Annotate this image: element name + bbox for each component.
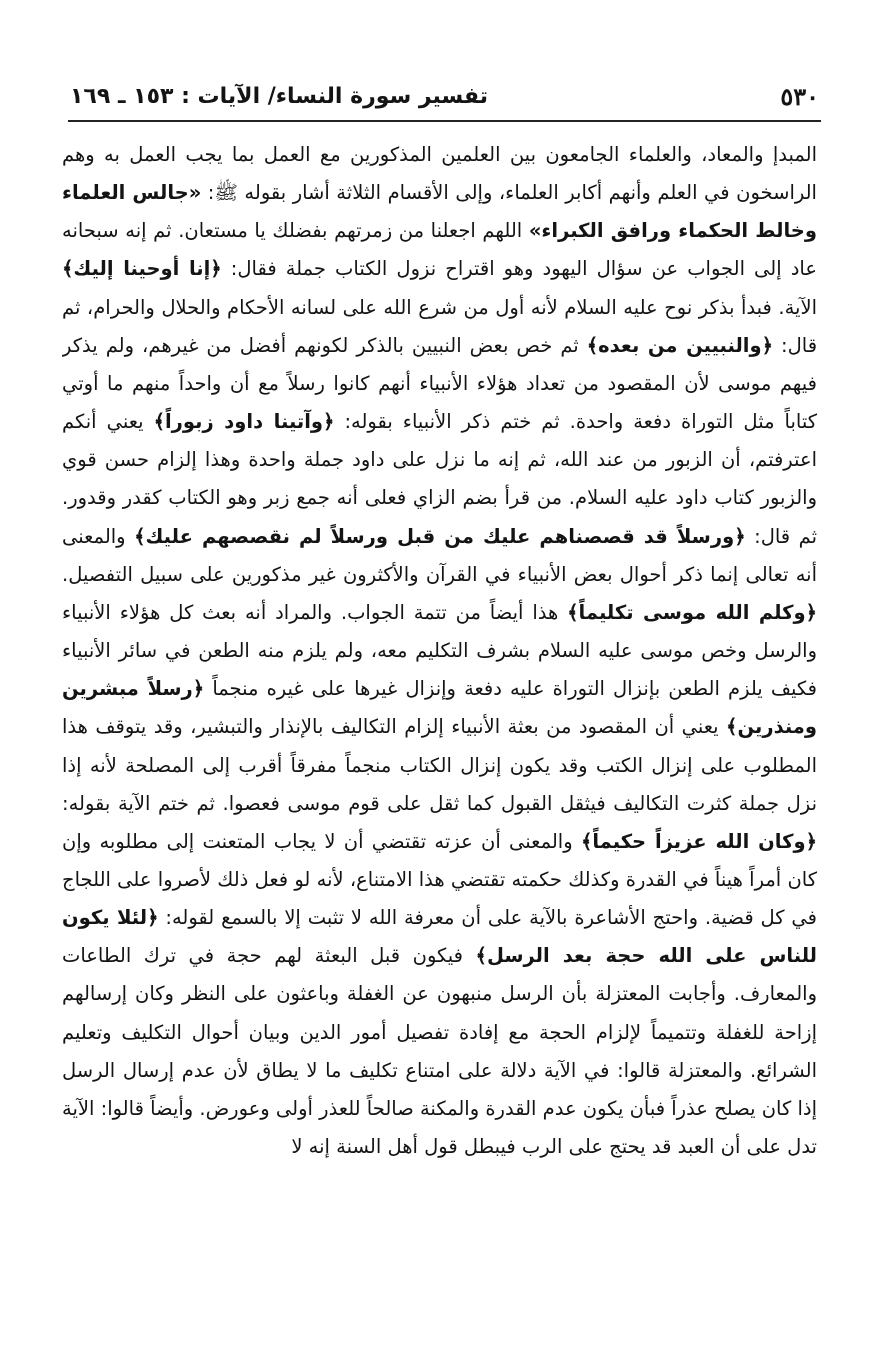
text-run: المبدإ والمعاد، والعلماء الجامعون بين العلمين المذكورين مع العمل بما يجب العمل به وهم الراسخون في العلم وأنهم أكابر العلماء، وإلى الأقسام الثلاثة أشار بقوله ﷺ:	[62, 143, 817, 205]
text-run: ثم خص بعض النبيين بالذكر لكونهم أفضل من غيرهم، ولم يذكر فيهم موسى لأن المقصود من تعداد هؤلاء الأنبياء أنهم كانوا رسلاً مع أن واحداً منهم ما أوتي كتاباً مثل التوراة دفعة واحدة. ثم ختم ذكر الأنبياء بقوله:	[62, 333, 817, 434]
hadith-quote: «جالس العلماء وخالط الحكماء ورافق الكبراء»	[62, 181, 817, 243]
page-header	[70, 80, 819, 114]
text-run: اللهم اجعلنا من زمرتهم بفضلك يا مستعان. ثم إنه سبحانه عاد إلى الجواب عن سؤال اليهود وهو اقتراح نزول الكتاب جملة فقال:	[62, 219, 817, 281]
page-number: ٥٣٠	[780, 82, 819, 111]
text-run: فيكون قبل البعثة لهم حجة في ترك الطاعات والمعارف. وأجابت المعتزلة بأن الرسل منبهون عن الغفلة وباعثون على النظر وكان إرسالهم إزاحة للغفلة وتتميماً لإلزام الحجة مع إفادة تفصيل أمور الدين وبيان أحوال التكليف وتعليم الشرائع. والمعتزلة قالوا: في الآية دلالة على امتناع تكليف ما لا يطاق لأن عدم إرسال الرسل إذا كان يصلح عذراً فبأن يكون عدم القدرة والمكنة صالحاً للعذر أولى وعورض. وأيضاً قالوا: الآية تدل على أن العبد قد يحتج على الرب فيبطل قول أهل السنة إنه لا	[62, 944, 817, 1159]
text-run: الآية. فبدأ بذكر نوح عليه السلام لأنه أول من شرع الله على لسانه الأحكام والحلال والحرام، ثم قال:	[62, 295, 817, 357]
text-run: والمعنى أن عزته تقتضي أن لا يجاب المتعنت إلى مطلوبه وإن كان أمراً هيناً في القدرة وكذلك حكمته تقتضي هذا الامتناع، لأنه لو فعل ذلك لأصروا على اللجاج في كل قضية. واحتج الأشاعرة بالآية على أن معرفة الله لا تثبت إلا بالسمع لقوله:	[62, 829, 817, 930]
quran-quote: ﴿ورسلاً قد قصصناهم عليك من قبل ورسلاً لم نقصصهم عليك﴾	[134, 524, 746, 548]
text-run: يعني أن المقصود من بعثة الأنبياء إلزام التكاليف بالإنذار والتبشير، وقد يتوقف هذا المطلوب على إنزال الكتب وقد يكون إنزال الكتاب منجماً مفرقاً أقرب إلى المصلحة لأنه إذا نزل جملة كثرت التكاليف فيثقل القبول كما ثقل على قوم موسى فعصوا. ثم ختم الآية بقوله:	[62, 715, 817, 815]
quran-quote: ﴿وكان الله عزيزاً حكيماً﴾	[580, 829, 817, 853]
quran-quote: ﴿والنبيين من بعده﴾	[586, 333, 774, 357]
paragraph	[62, 136, 817, 1166]
running-title: تفسير سورة النساء/ الآيات : ١٥٣ ـ ١٦٩	[70, 84, 489, 109]
quran-quote: ﴿وكلم الله موسى تكليماً﴾	[567, 600, 817, 624]
text-run: هذا أيضاً من تتمة الجواب. والمراد أنه بعث كل هؤلاء الأنبياء والرسل وخص موسى عليه السلام بشرف التكليم معه، ولم يلزم منه الطعن في سائر الأنبياء فكيف يلزم الطعن بإنزال التوراة عليه دفعة وإنزال غيرها على غيره منجماً	[62, 600, 817, 701]
quran-quote: ﴿وآتينا داود زبوراً﴾	[153, 410, 335, 434]
text-run: والمعنى أنه تعالى إنما ذكر أحوال بعض الأنبياء في القرآن والأكثرون غير مذكورين على سبيل التفصيل.	[62, 524, 817, 586]
body-text	[62, 136, 817, 1351]
quran-quote: ﴿لئلا يكون للناس على الله حجة بعد الرسل﴾	[62, 906, 817, 968]
header-divider	[68, 120, 821, 122]
text-run: يعني أنكم اعترفتم، أن الزبور من عند الله، ثم إنه ما نزل على داود جملة واحدة وهذا إلزام حسن قوي والزبور كتاب داود عليه السلام. من قرأ بضم الزاي فعلى أنه جمع زبر وهو الكتاب كقدر وقدور. ثم قال:	[62, 410, 817, 548]
quran-quote: ﴿إنا أوحينا إليك﴾	[62, 257, 222, 281]
quran-quote: ﴿رسلاً مبشرين ومنذرين﴾	[62, 677, 817, 739]
